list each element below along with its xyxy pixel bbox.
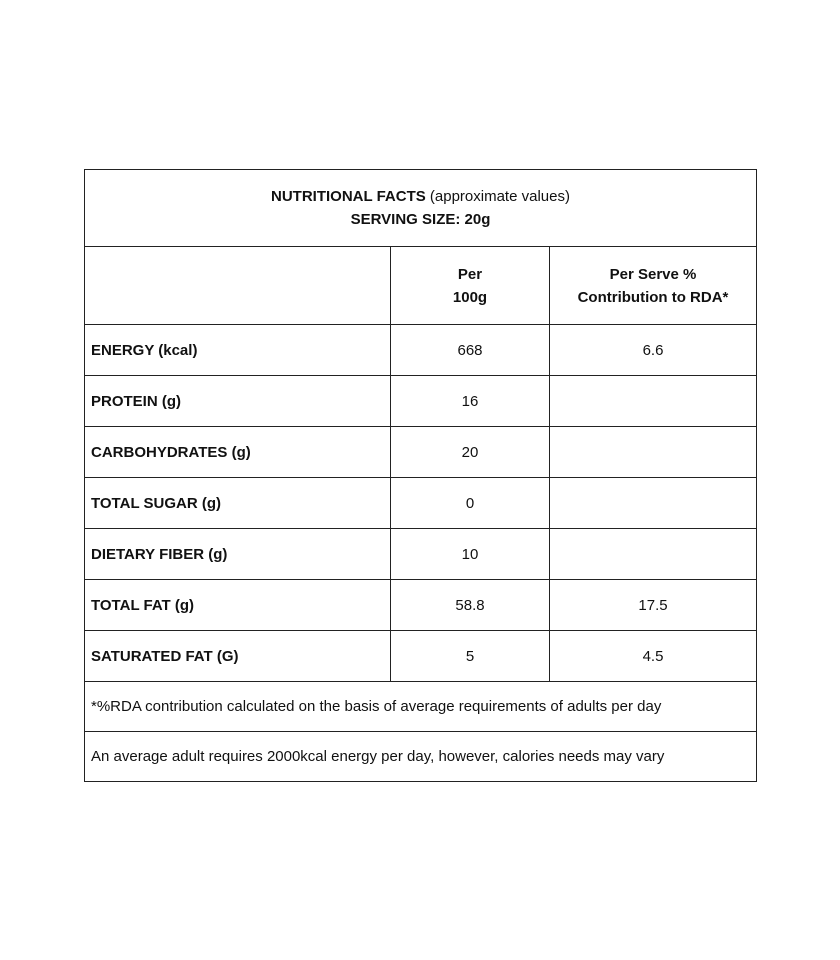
value-per-100g: 58.8 [391,580,550,631]
nutrient-unit: (kcal) [158,341,198,359]
nutrient-unit: (g) [208,545,228,563]
table-row [85,529,757,580]
title-qualifier: (approximate values) [425,188,570,205]
nutrient-name: PROTEIN [91,392,158,410]
value-rda: 17.5 [550,580,757,631]
table-row [85,325,757,376]
value-rda: 4.5 [550,631,757,682]
nutrient-label [85,631,391,682]
rda-note: *%RDA contribution calculated on the basis of average requirements of adults per day [85,682,757,732]
nutrient-unit: (g) [161,392,182,410]
nutrition-facts-table [84,169,757,782]
value-rda [550,478,757,529]
energy-note: An average adult requires 2000kcal energy per day, however, calories needs may vary [85,732,757,782]
nutrient-label [85,478,391,529]
rda-line2: Contribution to RDA* [577,288,729,306]
nutrient-name: CARBOHYDRATES [91,443,228,461]
rda-note-row [85,682,757,732]
nutrient-label [85,376,391,427]
serving-size: SERVING SIZE: 20g [350,211,491,228]
table-title [85,170,757,247]
nutrient-unit: (g) [201,494,221,512]
title-line [85,185,756,208]
per-100g-line1: Per [457,265,483,283]
value-per-100g: 0 [391,478,550,529]
nutrient-label [85,427,391,478]
nutrient-name: DIETARY FIBER [91,545,205,563]
value-per-100g: 10 [391,529,550,580]
nutrient-name: SATURATED FAT [91,647,213,665]
value-rda [550,376,757,427]
nutrient-unit: (g) [231,443,251,461]
nutrient-name: ENERGY [91,341,155,359]
value-per-100g: 668 [391,325,550,376]
value-per-100g: 20 [391,427,550,478]
title-row [85,170,757,247]
title-bold: NUTRITIONAL FACTS [271,188,426,205]
per-100g-line2: 100g [452,288,488,306]
nutrient-label [85,325,391,376]
table-row [85,376,757,427]
table-row [85,427,757,478]
nutrient-unit: (G) [216,647,239,665]
nutrient-name: TOTAL FAT [91,596,171,614]
energy-note-row [85,732,757,782]
table-row [85,631,757,682]
header-blank-cell [85,247,391,325]
table-row [85,580,757,631]
value-per-100g: 5 [391,631,550,682]
value-per-100g: 16 [391,376,550,427]
column-header-rda [550,247,757,325]
nutrient-unit: (g) [174,596,195,614]
table-row [85,478,757,529]
value-rda: 6.6 [550,325,757,376]
nutrient-name: TOTAL SUGAR [91,494,198,512]
nutrient-label [85,529,391,580]
value-rda [550,427,757,478]
nutrient-label [85,580,391,631]
rda-line1: Per Serve % [609,265,697,283]
value-rda [550,529,757,580]
column-header-row [85,247,757,325]
column-header-per-100g [391,247,550,325]
